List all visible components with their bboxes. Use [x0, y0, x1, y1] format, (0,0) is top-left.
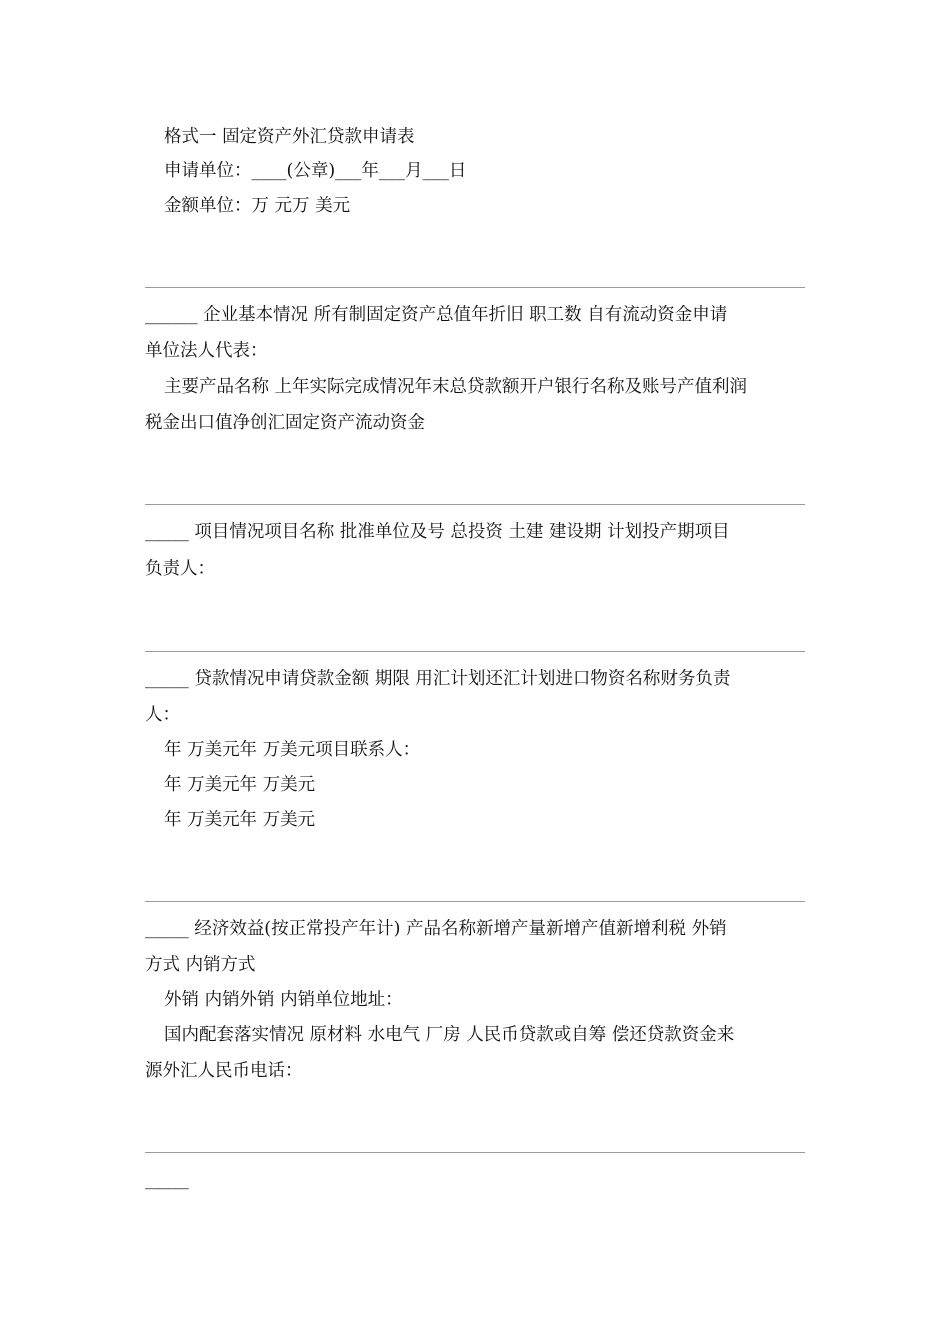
section-divider — [145, 504, 805, 505]
benefit-info-line: 国内配套落实情况 原材料 水电气 厂房 人民币贷款或自筹 偿还贷款资金来 — [164, 1025, 735, 1045]
section-divider — [145, 287, 805, 288]
company-info-line: 主要产品名称 上年实际完成情况年末总贷款额开户银行名称及账号产值利润 — [164, 377, 748, 397]
company-info-line: 税金出口值净创汇固定资产流动资金 — [145, 413, 425, 433]
form-title: 格式一 固定资产外汇贷款申请表 — [164, 127, 415, 147]
project-info-line: 负责人： — [145, 559, 215, 579]
loan-info-line: _____ 贷款情况申请贷款金额 期限 用汇计划还汇计划进口物资名称财务负责 — [145, 669, 731, 689]
loan-info-line: 年 万美元年 万美元 — [164, 775, 316, 795]
section-divider — [145, 901, 805, 902]
section-divider — [145, 651, 805, 652]
benefit-info-line: 外销 内销外销 内销单位地址： — [164, 990, 403, 1010]
amount-unit-line: 金额单位：万 元万 美元 — [164, 196, 351, 216]
loan-info-line: 年 万美元年 万美元项目联系人： — [164, 740, 421, 760]
benefit-info-line: _____ 经济效益(按正常投产年计) 产品名称新增产量新增产值新增利税 外销 — [145, 919, 727, 939]
company-info-line: ______ 企业基本情况 所有制固定资产总值年折旧 职工数 自有流动资金申请 — [145, 305, 728, 325]
company-info-line: 单位法人代表： — [145, 341, 268, 361]
project-info-line: _____ 项目情况项目名称 批准单位及号 总投资 土建 建设期 计划投产期项目 — [145, 522, 730, 542]
section-divider — [145, 1152, 805, 1153]
applicant-line: 申请单位：____(公章)___年___月___日 — [164, 161, 467, 181]
benefit-info-line: 方式 内销方式 — [145, 955, 256, 975]
trailing-blank: _____ — [145, 1170, 189, 1190]
benefit-info-line: 源外汇人民币电话： — [145, 1061, 303, 1081]
loan-info-line: 年 万美元年 万美元 — [164, 810, 316, 830]
loan-info-line: 人： — [145, 705, 180, 725]
